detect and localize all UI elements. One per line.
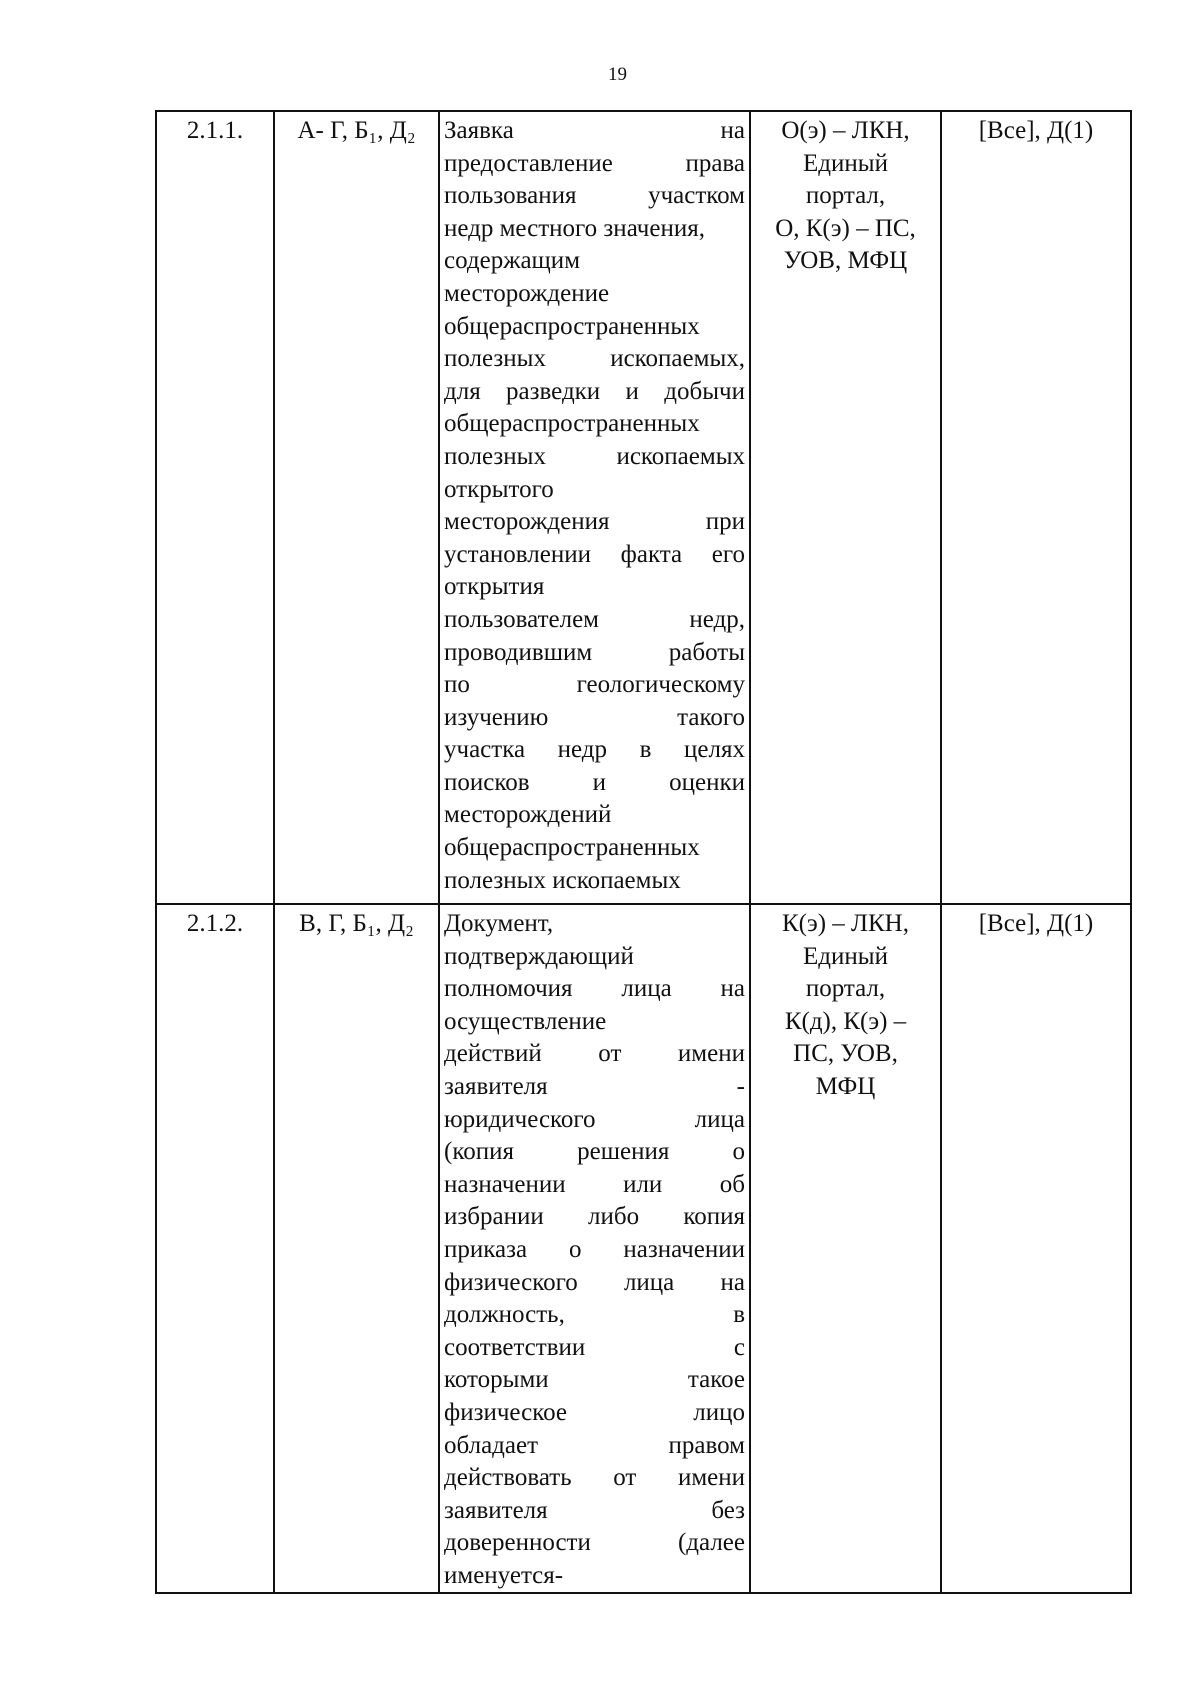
result-cell: [Все], Д(1) bbox=[941, 904, 1131, 1593]
document-word: физическое bbox=[444, 1398, 567, 1426]
document-word: установлении bbox=[444, 540, 591, 568]
document-word: заявителя bbox=[444, 1496, 548, 1524]
document-word: лица bbox=[621, 975, 672, 1003]
document-text-line bbox=[444, 1169, 745, 1202]
document-text-line bbox=[444, 180, 745, 213]
document-text-line bbox=[444, 832, 745, 865]
channel-line: Единый bbox=[803, 942, 888, 970]
document-word: права bbox=[685, 149, 745, 177]
document-word: месторождений bbox=[444, 801, 612, 829]
document-text-line bbox=[444, 637, 745, 670]
document-word: заявителя bbox=[444, 1072, 548, 1100]
table-row bbox=[156, 904, 1131, 1593]
document-text-line bbox=[444, 908, 745, 941]
document-text-line bbox=[444, 973, 745, 1006]
document-word: и bbox=[592, 768, 607, 796]
document-text-line bbox=[444, 1136, 745, 1169]
document-word: открытого bbox=[444, 475, 554, 503]
document-word: подтверждающий bbox=[444, 942, 634, 970]
channel-line: МФЦ bbox=[815, 1072, 876, 1100]
document-word: физического bbox=[444, 1268, 578, 1296]
document-description-cell bbox=[439, 111, 750, 904]
document-word: полезных bbox=[444, 442, 546, 470]
document-word: по bbox=[444, 671, 470, 699]
channel-line: ПС, УОВ, bbox=[793, 1040, 898, 1068]
document-text-line bbox=[444, 1397, 745, 1430]
document-word: пользования bbox=[444, 182, 577, 210]
document-word: общераспространенных bbox=[444, 410, 700, 438]
document-word: правом bbox=[668, 1431, 745, 1459]
document-text-line bbox=[444, 1527, 745, 1560]
document-word: факта bbox=[620, 540, 683, 568]
document-text-line bbox=[444, 311, 745, 344]
document-text-line bbox=[444, 148, 745, 181]
document-text-line bbox=[444, 278, 745, 311]
document-word: недр местного значения, bbox=[444, 214, 705, 242]
document-word: именуется bbox=[444, 1561, 555, 1589]
channel-line: О(э) – ЛКН, bbox=[781, 117, 910, 144]
document-word: либо bbox=[588, 1203, 640, 1231]
document-word: Заявка bbox=[444, 117, 514, 144]
document-text-line bbox=[444, 1430, 745, 1463]
document-word: такое bbox=[687, 1366, 745, 1394]
document-text-line bbox=[444, 767, 745, 800]
document-word: лица bbox=[623, 1268, 675, 1296]
applicant-category-cell: А- Г, Б₁, Д₂ bbox=[274, 111, 439, 904]
document-text-line bbox=[444, 1495, 745, 1528]
document-word: имени bbox=[677, 1464, 745, 1492]
document-word: на bbox=[720, 117, 745, 144]
document-text-line bbox=[444, 1462, 745, 1495]
document-word: оценки bbox=[669, 768, 745, 796]
document-text-line bbox=[444, 1104, 745, 1137]
document-word: от bbox=[613, 1464, 637, 1492]
document-word: Документ, bbox=[444, 910, 554, 937]
document-word: которыми bbox=[444, 1366, 549, 1394]
document-word: участком bbox=[648, 182, 745, 210]
document-text-line bbox=[444, 1038, 745, 1071]
document-word: осуществление bbox=[444, 1007, 607, 1035]
document-word: или bbox=[623, 1170, 663, 1198]
document-word: лицо bbox=[693, 1398, 745, 1426]
document-text-line bbox=[444, 1006, 745, 1039]
document-word: доверенности bbox=[444, 1529, 591, 1557]
document-text-line bbox=[444, 1364, 745, 1397]
document-word: должность, bbox=[444, 1301, 565, 1329]
document-description-cell bbox=[439, 904, 750, 1593]
document-word: предоставление bbox=[444, 149, 613, 177]
result-cell: [Все], Д(1) bbox=[941, 111, 1131, 904]
document-word: назначении bbox=[444, 1170, 566, 1198]
channel-line: портал, bbox=[805, 182, 886, 210]
document-word: общераспространенных bbox=[444, 312, 700, 340]
document-word: об bbox=[719, 1170, 745, 1198]
document-text-line bbox=[444, 1560, 745, 1593]
document-word: поисков bbox=[444, 768, 530, 796]
document-word: геологическому bbox=[576, 671, 745, 699]
document-word: его bbox=[711, 540, 745, 568]
document-word: полезных ископаемых bbox=[444, 866, 681, 894]
document-word: содержащим bbox=[444, 247, 581, 275]
document-word: участка bbox=[444, 736, 526, 764]
document-text-line bbox=[444, 1299, 745, 1332]
document-word: о bbox=[732, 1138, 745, 1166]
document-word: с bbox=[733, 1333, 745, 1361]
document-word: ископаемых bbox=[616, 442, 745, 470]
document-word: добычи bbox=[664, 377, 745, 405]
document-word: лица bbox=[694, 1105, 745, 1133]
document-word: действовать bbox=[444, 1464, 572, 1492]
row-number-cell: 2.1.2. bbox=[156, 904, 274, 1593]
document-text-line bbox=[444, 865, 745, 898]
document-text-line bbox=[444, 506, 745, 539]
document-text-line bbox=[444, 245, 745, 278]
document-word: изучению bbox=[444, 703, 549, 731]
document-word: обладает bbox=[444, 1431, 539, 1459]
document-word: на bbox=[720, 1268, 745, 1296]
document-word: избрании bbox=[444, 1203, 544, 1231]
document-text-line bbox=[444, 115, 745, 148]
document-word: имени bbox=[677, 1040, 745, 1068]
document-word: копия bbox=[683, 1203, 745, 1231]
document-text-line bbox=[444, 408, 745, 441]
document-text-line bbox=[444, 571, 745, 604]
document-text-line bbox=[444, 734, 745, 767]
document-word: решения bbox=[577, 1138, 670, 1166]
document-word: назначении bbox=[623, 1235, 745, 1263]
channel-line: О, К(э) – ПС, bbox=[775, 214, 916, 242]
document-word: на bbox=[720, 975, 745, 1003]
document-text-line bbox=[444, 1201, 745, 1234]
channel-line: Единый bbox=[803, 149, 888, 177]
document-word: полезных bbox=[444, 345, 546, 373]
document-word: месторождение bbox=[444, 279, 610, 307]
channel-line: портал, bbox=[805, 975, 886, 1003]
document-word: от bbox=[598, 1040, 622, 1068]
document-text-line bbox=[444, 474, 745, 507]
document-text-line bbox=[444, 1071, 745, 1104]
document-text-line bbox=[444, 376, 745, 409]
row-number-cell: 2.1.1. bbox=[156, 111, 274, 904]
document-word: проводившим bbox=[444, 638, 593, 666]
page-number: 19 bbox=[608, 64, 627, 85]
document-text-line bbox=[444, 441, 745, 474]
document-word: разведки bbox=[506, 377, 601, 405]
document-text-line bbox=[444, 702, 745, 735]
submission-channels-cell bbox=[750, 904, 941, 1593]
document-word: полномочия bbox=[444, 975, 573, 1003]
document-word: месторождения bbox=[444, 508, 610, 536]
document-word: без bbox=[711, 1496, 745, 1524]
document-word: при bbox=[705, 508, 745, 536]
document-word: о bbox=[568, 1235, 582, 1263]
document-text-line bbox=[444, 539, 745, 572]
document-text-line bbox=[444, 604, 745, 637]
document-text-line bbox=[444, 213, 745, 246]
document-text-line bbox=[444, 941, 745, 974]
channel-line: УОВ, МФЦ bbox=[783, 247, 908, 275]
submission-channels-cell bbox=[750, 111, 941, 904]
document-word: действий bbox=[444, 1040, 542, 1068]
document-word: целях bbox=[684, 736, 745, 764]
document-word: и bbox=[625, 377, 639, 405]
channel-line: К(д), К(э) – bbox=[784, 1007, 907, 1035]
document-word: в bbox=[639, 736, 652, 764]
document-word: недр bbox=[557, 736, 608, 764]
document-word: пользователем bbox=[444, 605, 599, 633]
document-word: в bbox=[733, 1301, 745, 1329]
document-text-line bbox=[444, 1267, 745, 1300]
document-text-line bbox=[444, 799, 745, 832]
document-word: соответствии bbox=[444, 1333, 586, 1361]
document-word: работы bbox=[668, 638, 745, 666]
document-word: ископаемых, bbox=[610, 345, 745, 373]
document-word: - bbox=[554, 1561, 564, 1589]
document-word: общераспространенных bbox=[444, 834, 700, 862]
document-word: юридического bbox=[444, 1105, 596, 1133]
document-word: (копия bbox=[444, 1138, 514, 1166]
document-word: недр, bbox=[689, 605, 745, 633]
document-text-line bbox=[444, 1234, 745, 1267]
document-text-line bbox=[444, 669, 745, 702]
document-word: - bbox=[736, 1072, 745, 1100]
document-word: приказа bbox=[444, 1235, 528, 1263]
table-row bbox=[156, 111, 1131, 904]
document-text-line bbox=[444, 1332, 745, 1365]
applicant-category-cell: В, Г, Б₁, Д₂ bbox=[274, 904, 439, 1593]
documents-table bbox=[155, 110, 1132, 1594]
document-word: для bbox=[444, 377, 481, 405]
document-word: такого bbox=[677, 703, 745, 731]
document-word: открытия bbox=[444, 573, 545, 601]
document-word: (далее bbox=[677, 1529, 745, 1557]
document-text-line bbox=[444, 343, 745, 376]
channel-line: К(э) – ЛКН, bbox=[782, 910, 909, 937]
